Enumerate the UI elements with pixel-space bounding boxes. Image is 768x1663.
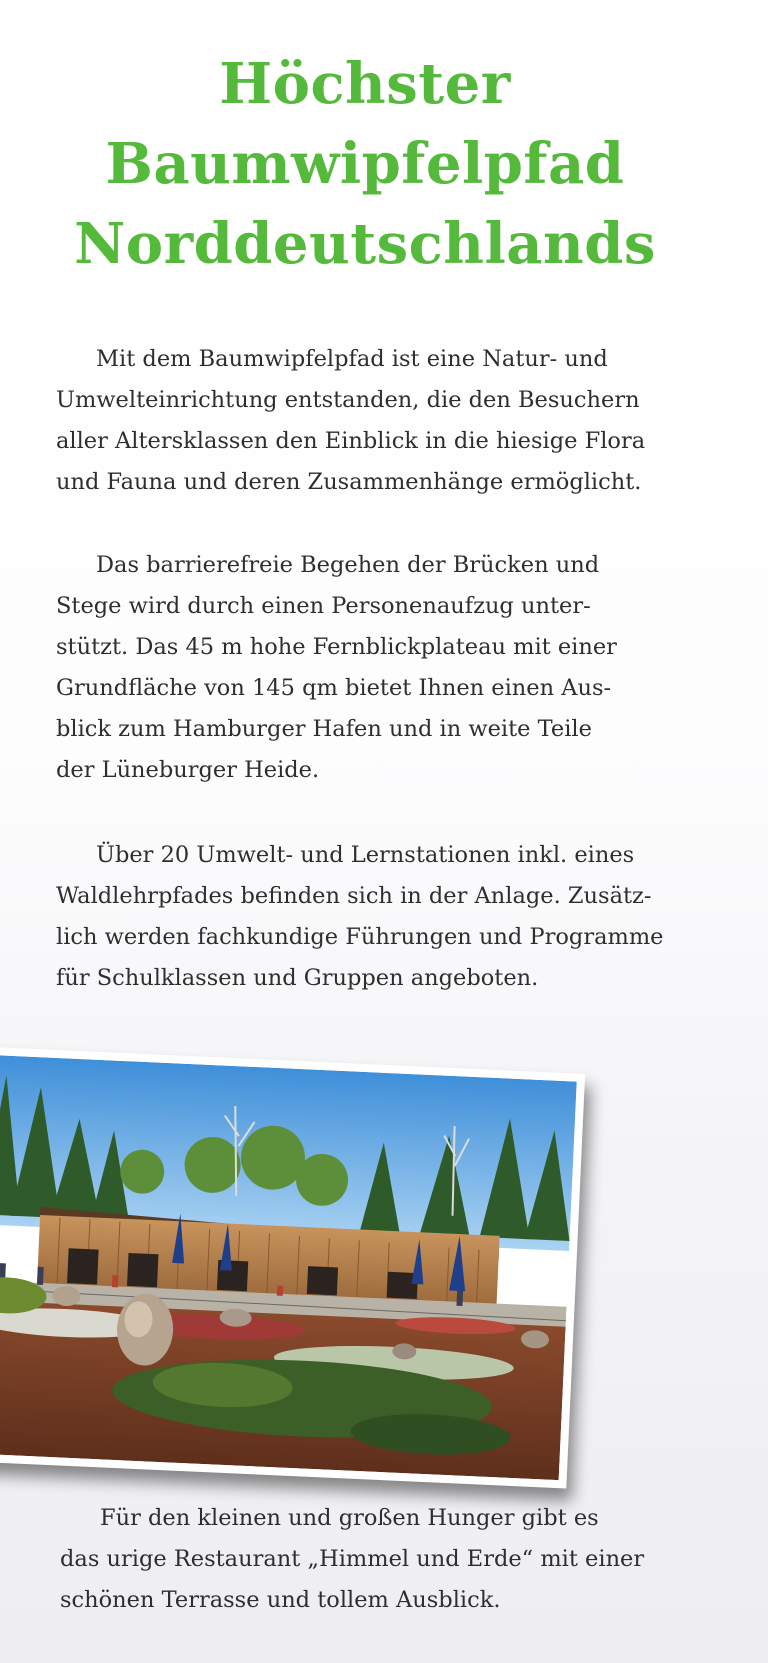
- text-line: das urige Restaurant „Himmel und Erde“ mit einer: [60, 1546, 645, 1572]
- text-line: Stege wird durch einen Personenaufzug unter-: [56, 593, 591, 619]
- page-title: [0, 44, 730, 284]
- paragraph-nature-facility: [56, 339, 696, 503]
- text-line: Über 20 Umwelt- und Lernstationen inkl. eines: [96, 842, 635, 868]
- text-line: für Schulklassen und Gruppen angeboten.: [56, 965, 539, 991]
- text-line: Für den kleinen und großen Hunger gibt es: [100, 1505, 599, 1531]
- text-line: der Lüneburger Heide.: [56, 757, 320, 783]
- paragraph-restaurant: [60, 1498, 700, 1621]
- paragraph-learning-stations: [56, 835, 696, 999]
- text-line: Grundfläche von 145 qm bietet Ihnen einen Aus-: [56, 675, 612, 701]
- text-line: Umwelteinrichtung entstanden, die den Besuchern: [56, 387, 640, 413]
- paragraph-accessibility: [56, 545, 696, 791]
- text-line: Das barrierefreie Begehen der Brücken und: [96, 552, 600, 578]
- text-line: Mit dem Baumwipfelpfad ist eine Natur- und: [96, 346, 608, 372]
- restaurant-terrace-image: [0, 1055, 577, 1480]
- restaurant-photo: [0, 1046, 585, 1488]
- text-line: aller Altersklassen den Einblick in die hiesige Flora: [56, 428, 646, 454]
- title-line-1: Höchster: [219, 51, 511, 117]
- text-line: stützt. Das 45 m hohe Fernblickplateau mit einer: [56, 634, 617, 660]
- title-line-2: Baumwipfelpfad: [105, 131, 625, 197]
- text-line: lich werden fachkundige Führungen und Programme: [56, 924, 664, 950]
- text-line: blick zum Hamburger Hafen und in weite Teile: [56, 716, 592, 742]
- text-line: und Fauna und deren Zusammenhänge ermöglicht.: [56, 469, 642, 495]
- text-line: Waldlehrpfades befinden sich in der Anlage. Zusätz-: [56, 883, 652, 909]
- title-line-3: Norddeutschlands: [74, 211, 656, 277]
- text-line: schönen Terrasse und tollem Ausblick.: [60, 1587, 501, 1613]
